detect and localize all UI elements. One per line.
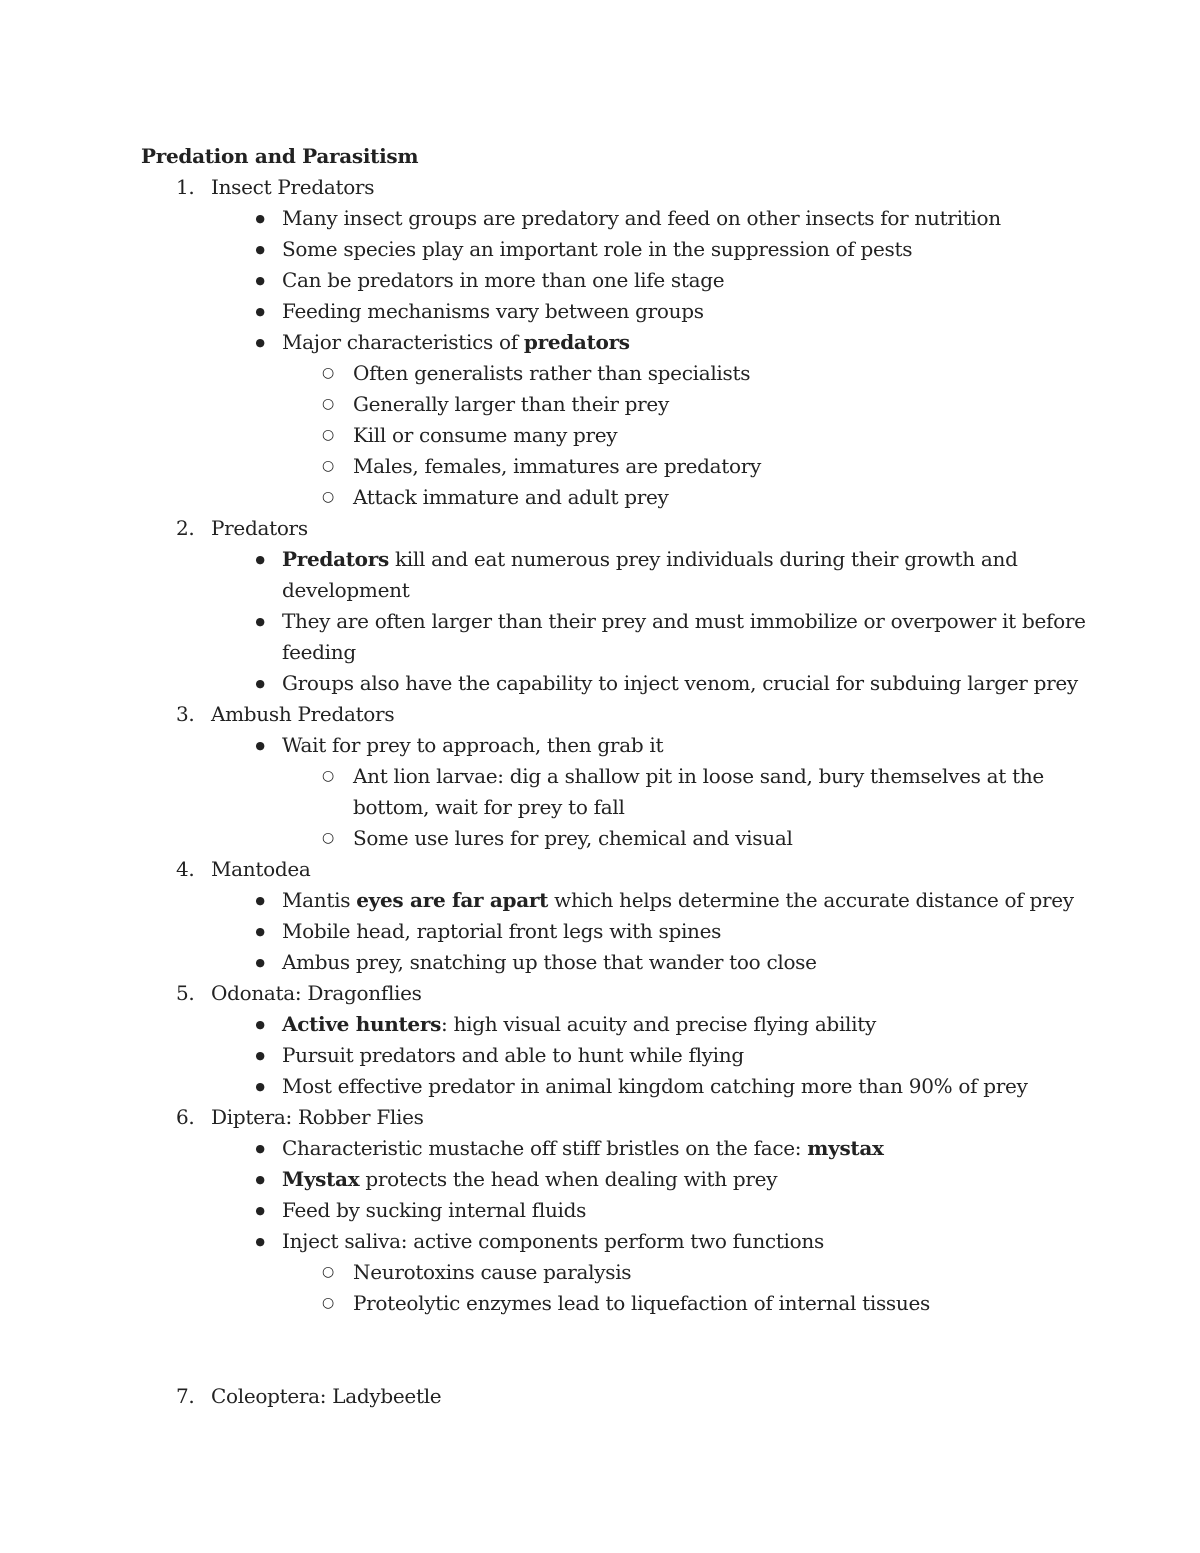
bullet-icon: ●: [255, 677, 265, 690]
bullet-text: Pursuit predators and able to hunt while flying: [282, 1043, 744, 1067]
bullet-text: Most effective predator in animal kingdom catching more than 90% of prey: [282, 1074, 1028, 1098]
bullet-icon: ●: [255, 1049, 265, 1062]
sub-bullet-icon: ○: [322, 489, 334, 505]
bullet-text: They are often larger than their prey and must immobilize or overpower it before: [282, 609, 1086, 633]
list-number: 4.: [176, 857, 195, 881]
bullet-icon: ●: [255, 615, 265, 628]
sub-bullet-text: bottom, wait for prey to fall: [353, 795, 625, 819]
bullet-text: [282, 544, 1018, 575]
bullet-icon: ●: [255, 553, 265, 566]
bullet-icon: ●: [255, 1173, 265, 1186]
bullet-icon: ●: [255, 336, 265, 349]
sub-bullet-text: Generally larger than their prey: [353, 392, 669, 416]
sub-bullet-icon: ○: [322, 396, 334, 412]
bullet-text: development: [282, 578, 410, 602]
bullet-text: Feed by sucking internal fluids: [282, 1198, 587, 1222]
bold-text: Mystax: [282, 1167, 360, 1191]
bullet-icon: ●: [255, 925, 265, 938]
bullet-text: [282, 1164, 777, 1195]
bullet-icon: ●: [255, 212, 265, 225]
bullet-icon: ●: [255, 305, 265, 318]
bullet-icon: ●: [255, 243, 265, 256]
text-run: protects the head when dealing with prey: [359, 1167, 778, 1191]
list-number: 7.: [176, 1384, 195, 1408]
bullet-icon: ●: [255, 894, 265, 907]
sub-bullet-text: Kill or consume many prey: [353, 423, 618, 447]
bullet-icon: ●: [255, 1018, 265, 1031]
bullet-text: Many insect groups are predatory and feed on other insects for nutrition: [282, 206, 1001, 230]
bullet-text: Inject saliva: active components perform two functions: [282, 1229, 824, 1253]
sub-bullet-icon: ○: [322, 427, 334, 443]
bullet-icon: ●: [255, 956, 265, 969]
bold-text: eyes are far apart: [356, 888, 549, 912]
bold-text: mystax: [807, 1136, 884, 1160]
text-run: which helps determine the accurate distance of prey: [548, 888, 1074, 912]
list-heading: Diptera: Robber Flies: [211, 1105, 424, 1129]
list-heading: Predators: [211, 516, 308, 540]
list-heading: Ambush Predators: [211, 702, 395, 726]
list-number: 5.: [176, 981, 195, 1005]
sub-bullet-icon: ○: [322, 1264, 334, 1280]
bullet-text: Groups also have the capability to inject venom, crucial for subduing larger prey: [282, 671, 1078, 695]
sub-bullet-icon: ○: [322, 1295, 334, 1311]
list-number: 6.: [176, 1105, 195, 1129]
bullet-text: Feeding mechanisms vary between groups: [282, 299, 704, 323]
text-run: Mantis: [282, 888, 357, 912]
bullet-text: Some species play an important role in the suppression of pests: [282, 237, 913, 261]
bullet-icon: ●: [255, 1235, 265, 1248]
bullet-text: Mobile head, raptorial front legs with spines: [282, 919, 722, 943]
bullet-text: [282, 885, 1074, 916]
document-title: Predation and Parasitism: [141, 144, 419, 168]
bullet-text: Ambus prey, snatching up those that wander too close: [282, 950, 817, 974]
sub-bullet-text: Attack immature and adult prey: [353, 485, 669, 509]
list-heading: Mantodea: [211, 857, 311, 881]
text-run: Major characteristics of: [282, 330, 524, 354]
text-run: Characteristic mustache off stiff bristles on the face:: [282, 1136, 808, 1160]
bullet-text: [282, 327, 630, 358]
bold-text: Predators: [282, 547, 389, 571]
bullet-text: [282, 1009, 876, 1040]
sub-bullet-icon: ○: [322, 768, 334, 784]
bullet-text: Wait for prey to approach, then grab it: [282, 733, 664, 757]
bullet-icon: ●: [255, 1080, 265, 1093]
sub-bullet-text: Neurotoxins cause paralysis: [353, 1260, 632, 1284]
sub-bullet-text: Ant lion larvae: dig a shallow pit in loose sand, bury themselves at the: [353, 764, 1044, 788]
list-number: 3.: [176, 702, 195, 726]
list-heading: Coleoptera: Ladybeetle: [211, 1384, 442, 1408]
bullet-text: Can be predators in more than one life stage: [282, 268, 725, 292]
text-run: : high visual acuity and precise flying ability: [441, 1012, 876, 1036]
sub-bullet-icon: ○: [322, 830, 334, 846]
sub-bullet-text: Some use lures for prey, chemical and visual: [353, 826, 793, 850]
list-heading: Insect Predators: [211, 175, 375, 199]
sub-bullet-text: Often generalists rather than specialists: [353, 361, 751, 385]
list-number: 2.: [176, 516, 195, 540]
bullet-icon: ●: [255, 274, 265, 287]
sub-bullet-text: Males, females, immatures are predatory: [353, 454, 761, 478]
bold-text: predators: [523, 330, 630, 354]
text-run: kill and eat numerous prey individuals during their growth and: [388, 547, 1018, 571]
sub-bullet-icon: ○: [322, 458, 334, 474]
bullet-text: [282, 1133, 884, 1164]
bullet-icon: ●: [255, 1204, 265, 1217]
list-heading: Odonata: Dragonflies: [211, 981, 422, 1005]
sub-bullet-icon: ○: [322, 365, 334, 381]
bold-text: Active hunters: [282, 1012, 442, 1036]
bullet-icon: ●: [255, 1142, 265, 1155]
list-number: 1.: [176, 175, 195, 199]
bullet-icon: ●: [255, 739, 265, 752]
sub-bullet-text: Proteolytic enzymes lead to liquefaction of internal tissues: [353, 1291, 930, 1315]
bullet-text: feeding: [282, 640, 356, 664]
